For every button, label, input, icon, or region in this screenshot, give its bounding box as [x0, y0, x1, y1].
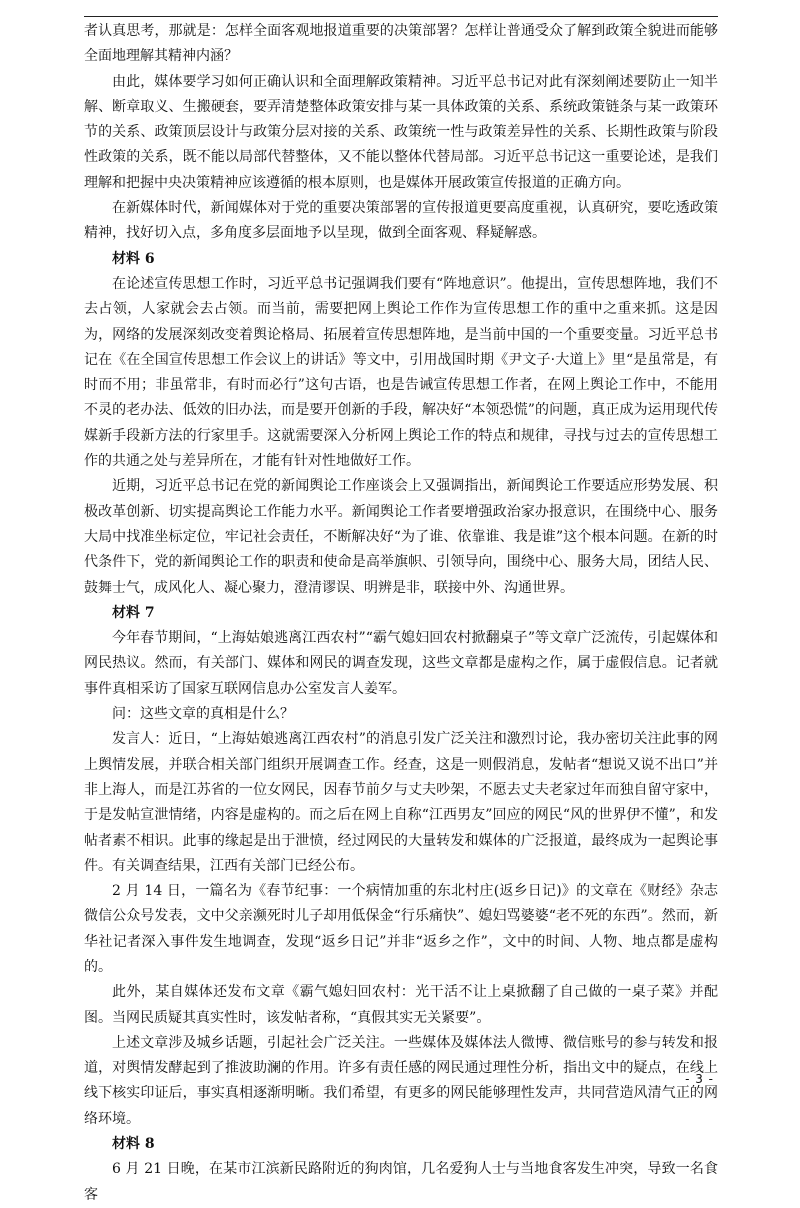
header-rule	[84, 16, 718, 17]
paragraph: 在新媒体时代，新闻媒体对于党的重要决策部署的宣传报道更要高度重视，认真研究，要吃透政策精神，找好切入点，多角度多层面地予以呈现，做到全面客观、释疑解惑。	[84, 200, 718, 242]
paragraph: 在论述宣传思想工作时，习近平总书记强调我们要有“阵地意识”。他提出，宣传思想阵地，我们不去占领，人家就会去占领。而当前，需要把网上舆论工作作为宣传思想工作的重中之重来抓。这是因为，网络的发展深刻改变着舆论格局、拓展着宣传思想阵地，是当前中国的一个重要变量。习近平总书记在《在全国宣传思想工作会议上的讲话》等文中，引用战国时期《尹文子·大道上》里“是虽常是，有时而不用；非虽常非，有时而必行”这句古语，也是告诫宣传思想工作者，在网上舆论工作中，不能用不灵的老办法、低效的旧办法，而是要开创新的手段，解决好“本领恐慌”的问题，真正成为运用现代传媒新手段新方法的行家里手。这就需要深入分析网上舆论工作的特点和规律，寻找与过去的宣传思想工作的共通之处与差异所在，才能有针对性地做好工作。	[84, 275, 718, 470]
paragraph: 近期，习近平总书记在党的新闻舆论工作座谈会上又强调指出，新闻舆论工作要适应形势发展、积极改革创新、切实提高舆论工作能力水平。新闻舆论工作者要增强政治家办报意识，在围绕中心、服务大局中找准坐标定位，牢记社会责任，不断解决好“为了谁、依靠谁、我是谁”这个根本问题。在新的时代条件下，党的新闻舆论工作的职责和使命是高举旗帜、引领导向，围绕中心、服务大局，团结人民、鼓舞士气，成风化人、凝心聚力，澄清谬误、明辨是非，联接中外、沟通世界。	[84, 478, 718, 596]
paragraph: 者认真思考，那就是：怎样全面客观地报道重要的决策部署？怎样让普通受众了解到政策全貌进而能够全面地理解其精神内涵？	[84, 23, 718, 65]
paragraph: 今年春节期间，“上海姑娘逃离江西农村”“霸气媳妇回农村掀翻桌子”等文章广泛流传，引起媒体和网民热议。然而，有关部门、媒体和网民的调查发现，这些文章都是虚构之作，属于虚假信息。记者就事件真相采访了国家互联网信息办公室发言人姜军。	[84, 630, 718, 697]
paragraph: 发言人：近日，“上海姑娘逃离江西农村”的消息引发广泛关注和激烈讨论，我办密切关注此事的网上舆情发展，并联合相关部门组织开展调查工作。经查，这是一则假消息，发帖者“想说又说不出口”并非上海人，而是江苏省的一位女网民，因春节前夕与丈夫吵架，不愿去丈夫老家过年而独自留守家中，于是发帖宣泄情绪，内容是虚构的。而之后在网上自称“江西男友”回应的网民“风的世界伊不懂”，和发帖者素不相识。此事的缘起是出于泄愤，经过网民的大量转发和媒体的广泛报道，最终成为一起舆论事件。有关调查结果，江西有关部门已经公布。	[84, 731, 718, 874]
paragraph: 6 月 21 日晚，在某市江滨新民路附近的狗肉馆，几名爱狗人士与当地食客发生冲突，导致一名食客	[84, 1161, 718, 1203]
paragraph: 2 月 14 日，一篇名为《春节纪事：一个病情加重的东北村庄(返乡日记)》的文章在《财经》杂志微信公众号发表，文中父亲濒死时儿子却用低保金“行乐痛快”、媳妇骂婆婆“老不死的东西”。然而，新华社记者深入事件发生地调查，发现“返乡日记”并非“返乡之作”，文中的时间、人物、地点都是虚构的。	[84, 883, 718, 975]
document-body	[84, 19, 718, 1208]
paragraph: 此外，某自媒体还发布文章《霸气媳妇回农村：光干活不让上桌掀翻了自己做的一桌子菜》并配图。当网民质疑其真实性时，该发帖者称，“真假其实无关紧要”。	[84, 984, 718, 1026]
section-heading: 材料 7	[112, 604, 155, 621]
page-number: - 3 -	[685, 1072, 714, 1086]
paragraph: 问：这些文章的真相是什么？	[112, 706, 294, 723]
paragraph: 由此，媒体要学习如何正确认识和全面理解政策精神。习近平总书记对此有深刻阐述要防止一知半解、断章取义、生搬硬套，要弄清楚整体政策安排与某一具体政策的关系、系统政策链条与某一政策环节的关系、政策顶层设计与政策分层对接的关系、政策统一性与政策差异性的关系、长期性政策与阶段性政策的关系，既不能以局部代替整体，又不能以整体代替局部。习近平总书记这一重要论述，是我们理解和把握中央决策精神应该遵循的根本原则，也是媒体开展政策宣传报道的正确方向。	[84, 73, 718, 191]
section-heading: 材料 6	[112, 250, 155, 267]
paragraph: 上述文章涉及城乡话题，引起社会广泛关注。一些媒体及媒体法人微博、微信账号的参与转发和报道，对舆情发酵起到了推波助澜的作用。许多有责任感的网民通过理性分析，指出文中的疑点，在线上线下核实印证后，事实真相逐渐明晰。我们希望，有更多的网民能够理性发声，共同营造风清气正的网络环境。	[84, 1034, 718, 1127]
section-heading: 材料 8	[112, 1136, 155, 1153]
